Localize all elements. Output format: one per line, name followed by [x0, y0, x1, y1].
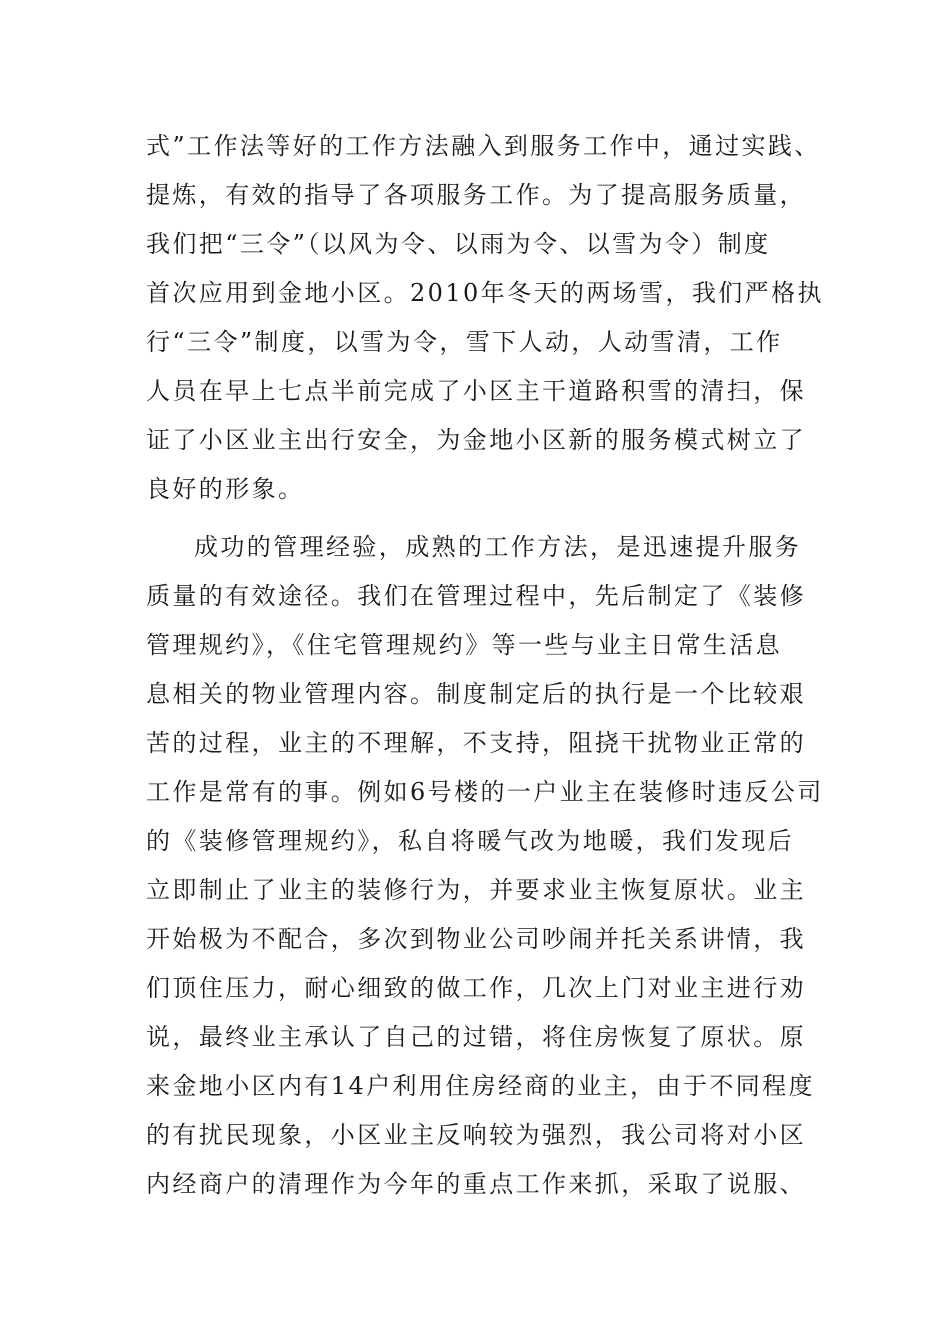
text-line: 说，最终业主承认了自己的过错，将住房恢复了原状。原	[146, 1023, 806, 1051]
text-line: 良好的形象。	[146, 475, 305, 503]
text-line: 开始极为不配合，多次到物业公司吵闹并托关系讲情，我	[146, 925, 806, 953]
text-line: 内经商户的清理作为今年的重点工作来抓，采取了说服、	[146, 1170, 806, 1198]
text-line: 们顶住压力，耐心细致的做工作，几次上门对业主进行劝	[146, 974, 806, 1002]
text-line: 工作是常有的事。例如6号楼的一户业主在装修时违反公司	[146, 778, 824, 806]
text-line: 质量的有效途径。我们在管理过程中，先后制定了《装修	[146, 582, 806, 610]
text-line: 首次应用到金地小区。2010年冬天的两场雪，我们严格执	[146, 279, 824, 307]
paragraph-first-line: 成功的管理经验，成熟的工作方法，是迅速提升服务	[194, 533, 802, 561]
text-line: 的《装修管理规约》，私自将暖气改为地暖，我们发现后	[146, 827, 794, 855]
text-line: 证了小区业主出行安全，为金地小区新的服务模式树立了	[146, 426, 806, 454]
text-line: 我们把“三令”（以风为令、以雨为令、以雪为令）制度	[146, 230, 771, 258]
text-line: 人员在早上七点半前完成了小区主干道路积雪的清扫，保	[146, 377, 806, 405]
text-line: 苦的过程，业主的不理解，不支持，阻挠干扰物业正常的	[146, 729, 806, 757]
text-line: 立即制止了业主的装修行为，并要求业主恢复原状。业主	[146, 876, 806, 904]
text-line: 息相关的物业管理内容。制度制定后的执行是一个比较艰	[146, 680, 806, 708]
text-line: 管理规约》，《住宅管理规约》等一些与业主日常生活息	[146, 631, 782, 659]
text-line: 来金地小区内有14户利用住房经商的业主，由于不同程度	[146, 1072, 815, 1100]
text-line: 的有扰民现象，小区业主反响较为强烈，我公司将对小区	[146, 1121, 806, 1149]
text-line: 行“三令”制度，以雪为令，雪下人动，人动雪清，工作	[146, 328, 783, 356]
text-line: 式”工作法等好的工作方法融入到服务工作中，通过实践、	[146, 132, 821, 160]
text-line: 提炼，有效的指导了各项服务工作。为了提高服务质量，	[146, 181, 806, 209]
